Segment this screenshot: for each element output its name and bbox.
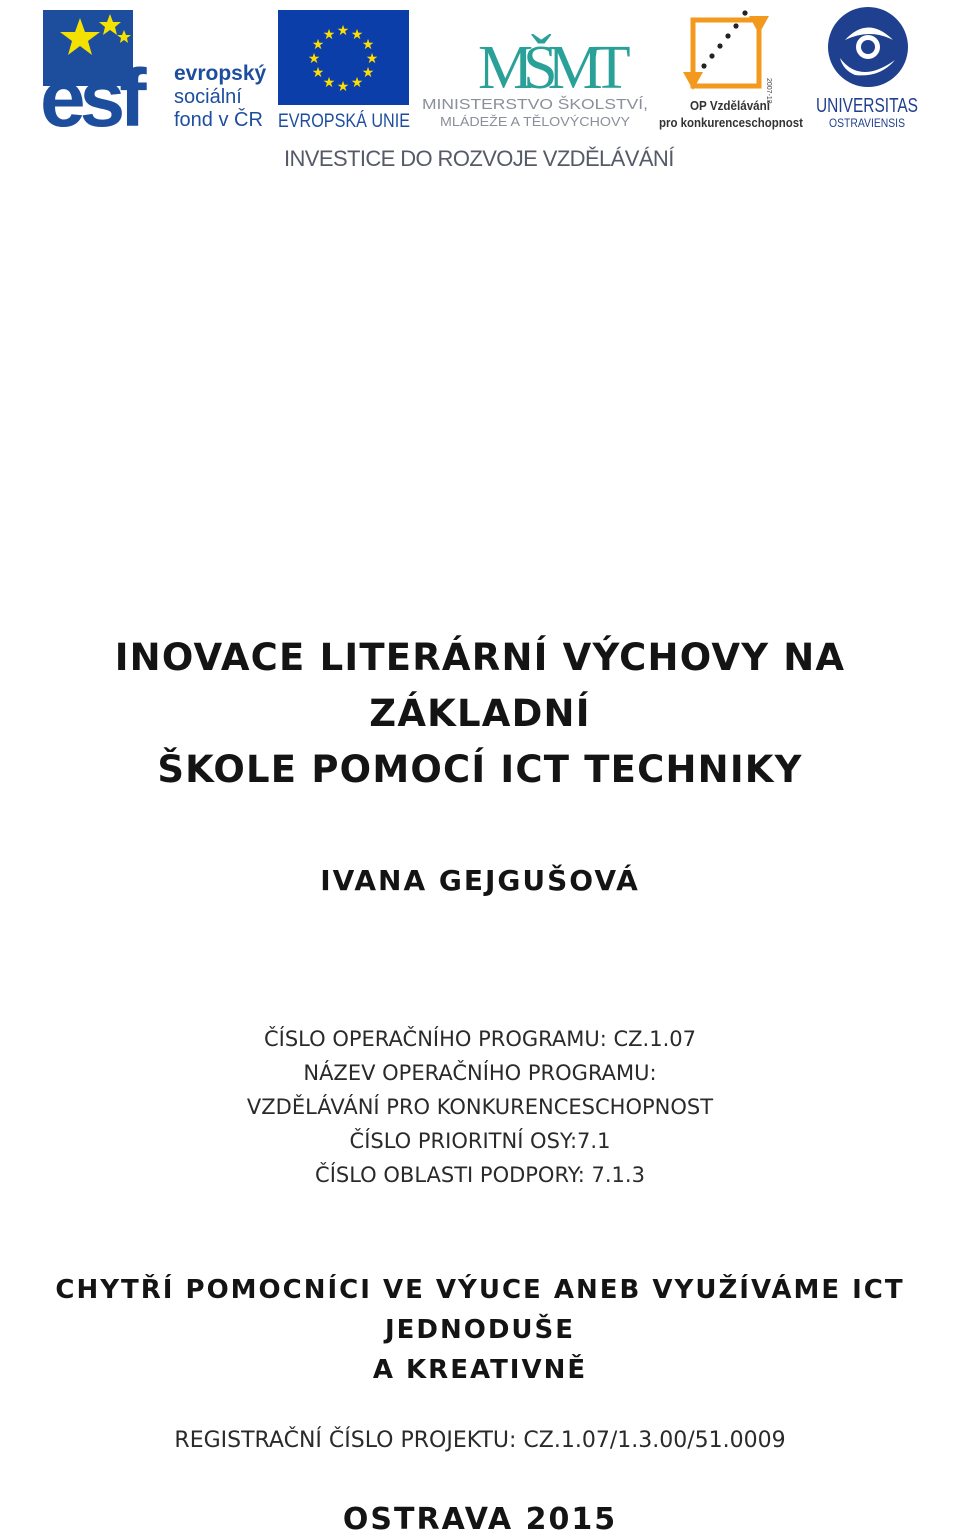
svg-text:★: ★ <box>322 74 336 90</box>
support-area: ČÍSLO OBLASTI PODPORY: 7.1.3 <box>315 1163 645 1187</box>
esf-line3: fond v ČR <box>174 109 263 131</box>
project-name-line-2: A KREATIVNĚ <box>372 1355 588 1385</box>
svg-text:★: ★ <box>361 64 375 80</box>
op-frame <box>693 20 759 86</box>
op-logo <box>659 10 804 130</box>
eu-logo <box>278 10 410 132</box>
author-name: IVANA GEJGUŠOVÁ <box>320 864 640 897</box>
msmt-line2: MLÁDEŽE A TĚLOVÝCHOVY <box>440 114 631 129</box>
uni-logo <box>816 7 918 130</box>
svg-text:★: ★ <box>350 74 364 90</box>
esf-line2: sociální <box>174 86 242 108</box>
project-name-line-1: CHYTŘÍ POMOCNÍCI VE VÝUCE ANEB VYUŽÍVÁME ICT JEDNODUŠE <box>55 1275 905 1345</box>
esf-line1: evropský <box>174 62 267 85</box>
op-arrow-down-icon <box>749 16 769 34</box>
registration-number: REGISTRAČNÍ ČÍSLO PROJEKTU: CZ.1.07/1.3.00/51.0009 <box>174 1428 786 1453</box>
svg-text:★: ★ <box>365 50 379 66</box>
program-name-value: VZDĚLÁVÁNÍ PRO KONKURENCESCHOPNOST <box>246 1095 714 1119</box>
document-title <box>0 630 960 798</box>
esf-logo <box>40 10 267 144</box>
msmt-logo <box>422 34 648 129</box>
svg-text:★: ★ <box>350 26 364 42</box>
eu-caption: EVROPSKÁ UNIE <box>278 111 410 132</box>
city-year: OSTRAVA 2015 <box>342 1502 618 1537</box>
program-info <box>0 1022 960 1192</box>
svg-text:★: ★ <box>336 78 350 94</box>
op-line2: pro konkurenceschopnost <box>659 116 804 130</box>
svg-text:★: ★ <box>307 50 321 66</box>
svg-text:★: ★ <box>361 36 375 52</box>
project-name <box>0 1270 960 1390</box>
title-line-2: ŠKOLE POMOCÍ ICT TECHNIKY <box>157 748 803 791</box>
logo-strip <box>0 0 960 180</box>
uni-line1: UNIVERSITAS <box>816 95 918 117</box>
priority-axis: ČÍSLO PRIORITNÍ OSY:7.1 <box>349 1129 611 1153</box>
program-name-label: NÁZEV OPERAČNÍHO PROGRAMU: <box>303 1061 657 1085</box>
svg-text:★: ★ <box>336 22 350 38</box>
uni-line2: OSTRAVIENSIS <box>829 116 905 130</box>
msmt-line1: MINISTERSTVO ŠKOLSTVÍ, <box>422 97 610 113</box>
program-number: ČÍSLO OPERAČNÍHO PROGRAMU: CZ.1.07 <box>264 1027 696 1051</box>
esf-mark: esf <box>40 53 141 144</box>
svg-text:★: ★ <box>322 26 336 42</box>
op-line1: OP Vzdělávání <box>690 99 771 113</box>
op-years: 2007-13 <box>765 78 772 104</box>
title-line-1: INOVACE LITERÁRNÍ VÝCHOVY NA ZÁKLADNÍ <box>114 636 846 735</box>
svg-text:★: ★ <box>311 36 325 52</box>
investice-slogan: INVESTICE DO ROZVOJE VZDĚLÁVÁNÍ <box>284 146 674 171</box>
msmt-mark: MŠMT <box>478 34 621 102</box>
svg-text:★: ★ <box>311 64 325 80</box>
